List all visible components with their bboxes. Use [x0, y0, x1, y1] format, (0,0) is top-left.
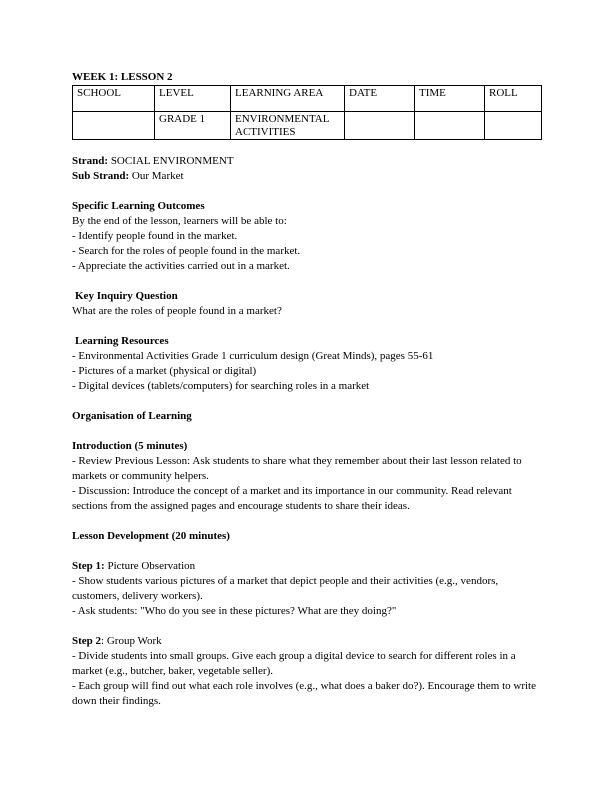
introduction-heading: Introduction (5 minutes) — [72, 440, 188, 452]
cell-level: GRADE 1 — [155, 112, 231, 140]
header-cell-school: SCHOOL — [73, 86, 155, 112]
list-item: - Identify people found in the market. — [72, 230, 238, 242]
cell-roll — [485, 112, 542, 140]
list-item: - Pictures of a market (physical or digital) — [72, 365, 257, 377]
resources-heading: Learning Resources — [75, 335, 169, 347]
cell-learning-area: ENVIRONMENTAL ACTIVITIES — [231, 112, 345, 140]
header-cell-learning-area: LEARNING AREA — [231, 86, 345, 112]
list-item: - Each group will find out what each role involves (e.g., what does a baker do?). Encourage them to write down their findings. — [72, 680, 536, 707]
development-heading: Lesson Development (20 minutes) — [72, 530, 230, 542]
step2-label: Step 2 — [72, 635, 102, 647]
list-item: - Discussion: Introduce the concept of a market and its importance in our community. Read relevant sections from the assigned pages and encourage students to share their ideas. — [72, 485, 512, 512]
strand-value: SOCIAL ENVIRONMENT — [108, 155, 234, 167]
header-cell-time: TIME — [415, 86, 485, 112]
list-item: - Search for the roles of people found in the market. — [72, 245, 301, 257]
cell-time — [415, 112, 485, 140]
lesson-info-table — [72, 85, 542, 140]
inquiry-heading: Key Inquiry Question — [75, 290, 178, 302]
outcomes-intro: By the end of the lesson, learners will be able to: — [72, 215, 287, 227]
list-item: - Review Previous Lesson: Ask students to share what they remember about their last lesson related to markets or community helpers. — [72, 455, 522, 482]
header-cell-date: DATE — [345, 86, 415, 112]
strand-line — [72, 154, 542, 169]
week-title: WEEK 1: LESSON 2 — [72, 71, 173, 83]
sub-strand-label: Sub Strand: — [72, 170, 130, 182]
table-header-row — [73, 86, 542, 112]
cell-school — [73, 112, 155, 140]
cell-date — [345, 112, 415, 140]
step1-title: Picture Observation — [104, 560, 196, 572]
list-item: - Digital devices (tablets/computers) for searching roles in a market — [72, 380, 370, 392]
sub-strand-line — [72, 169, 542, 184]
organisation-heading: Organisation of Learning — [72, 410, 192, 422]
step2-title: : Group Work — [101, 635, 162, 647]
step2-line — [72, 634, 542, 649]
list-item: - Show students various pictures of a market that depict people and their activities (e.g., vendors, customers, delivery workers). — [72, 575, 499, 602]
step1-label: Step 1: — [72, 560, 105, 572]
sub-strand-value: Our Market — [129, 170, 184, 182]
list-item: - Appreciate the activities carried out in a market. — [72, 260, 290, 272]
outcomes-heading: Specific Learning Outcomes — [72, 200, 205, 212]
list-item: - Environmental Activities Grade 1 curriculum design (Great Minds), pages 55-61 — [72, 350, 434, 362]
header-cell-roll: ROLL — [485, 86, 542, 112]
inquiry-text: What are the roles of people found in a market? — [72, 305, 282, 317]
table-row — [73, 112, 542, 140]
lesson-plan-page — [72, 70, 542, 709]
step1-line — [72, 559, 542, 574]
strand-label: Strand: — [72, 155, 109, 167]
list-item: - Ask students: "Who do you see in these pictures? What are they doing?" — [72, 605, 397, 617]
header-cell-level: LEVEL — [155, 86, 231, 112]
list-item: - Divide students into small groups. Give each group a digital device to search for different roles in a market (e.g., butcher, baker, vegetable seller). — [72, 650, 516, 677]
